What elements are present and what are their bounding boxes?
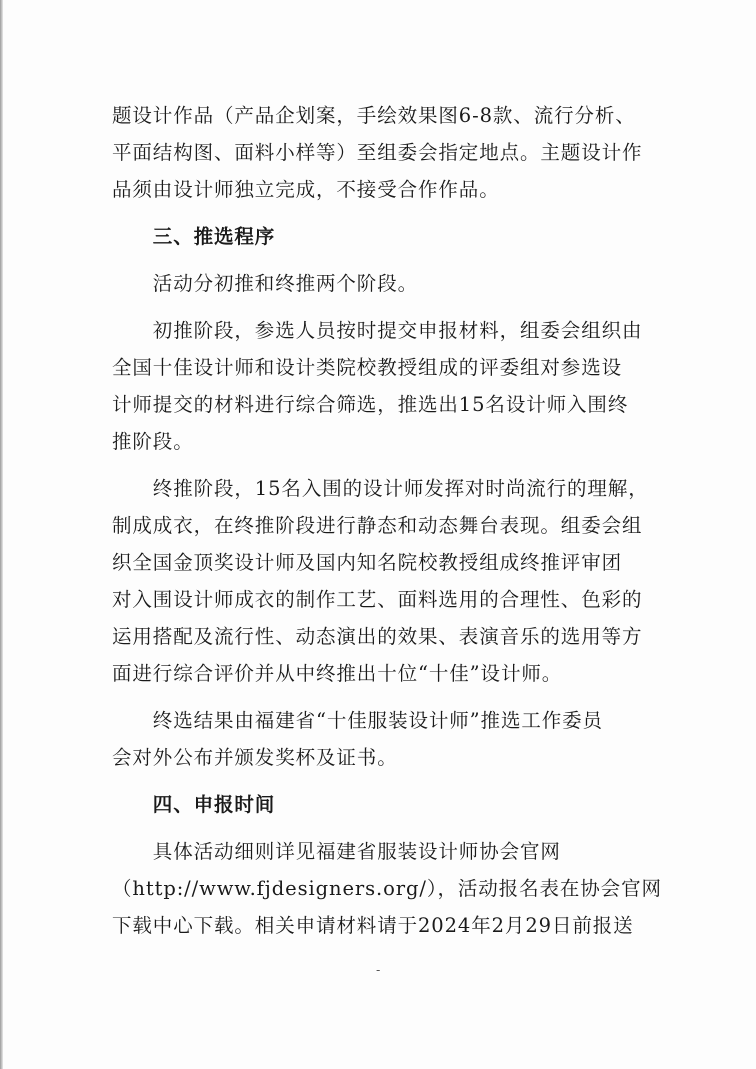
text-line: 初推阶段，参选人员按时提交申报材料，组委会组织由 <box>112 319 643 342</box>
document-body <box>112 97 662 944</box>
paragraph-design-submission <box>112 97 643 208</box>
text-line: 终推阶段，15名入围的设计师发挥对时尚流行的理解， <box>112 477 649 500</box>
text-line: 运用搭配及流行性、动态演出的效果、表演音乐的选用等方 <box>112 625 643 648</box>
text-line: 全国十佳设计师和设计类院校教授组成的评委组对参选设 <box>112 356 623 379</box>
text-line: 下载中心下载。相关申请材料请于2024年2月29日前报送 <box>112 914 634 937</box>
text-line: 对入围设计师成衣的制作工艺、面料选用的合理性、色彩的 <box>112 588 643 611</box>
text-line-with-url: （http://www.fjdesigners.org/），活动报名表在协会官网 <box>112 877 662 900</box>
paragraph-application-details <box>112 833 662 944</box>
text-line: 制成成衣，在终推阶段进行静态和动态舞台表现。组委会组 <box>112 514 643 537</box>
scan-edge <box>0 0 3 1069</box>
page-marker: - <box>376 963 381 977</box>
text-line: 题设计作品（产品企划案，手绘效果图6-8款、流行分析、 <box>112 104 636 127</box>
paragraph-results <box>112 702 640 776</box>
section-heading-selection-procedure: 三、推选程序 <box>112 225 276 248</box>
text-line: 终选结果由福建省“十佳服装设计师”推选工作委员 <box>112 709 603 732</box>
text-line: 推阶段。 <box>112 430 194 453</box>
paragraph-preliminary-stage <box>112 312 643 460</box>
paragraph-stages: 活动分初推和终推两个阶段。 <box>112 272 419 295</box>
text-line: 会对外公布并颁发奖杯及证书。 <box>112 746 398 769</box>
text-line: 织全国金顶奖设计师及国内知名院校教授组成终推评审团 <box>112 551 623 574</box>
section-heading-application-time: 四、申报时间 <box>112 793 276 816</box>
text-line: 品须由设计师独立完成，不接受合作作品。 <box>112 178 500 201</box>
text-line: 面进行综合评价并从中终推出十位“十佳”设计师。 <box>112 662 563 685</box>
text-line: 计师提交的材料进行综合筛选，推选出15名设计师入围终 <box>112 393 629 416</box>
text-line: 具体活动细则详见福建省服装设计师协会官网 <box>112 840 561 863</box>
text-line: 平面结构图、面料小样等）至组委会指定地点。主题设计作 <box>112 141 643 164</box>
paragraph-final-stage <box>112 470 649 692</box>
